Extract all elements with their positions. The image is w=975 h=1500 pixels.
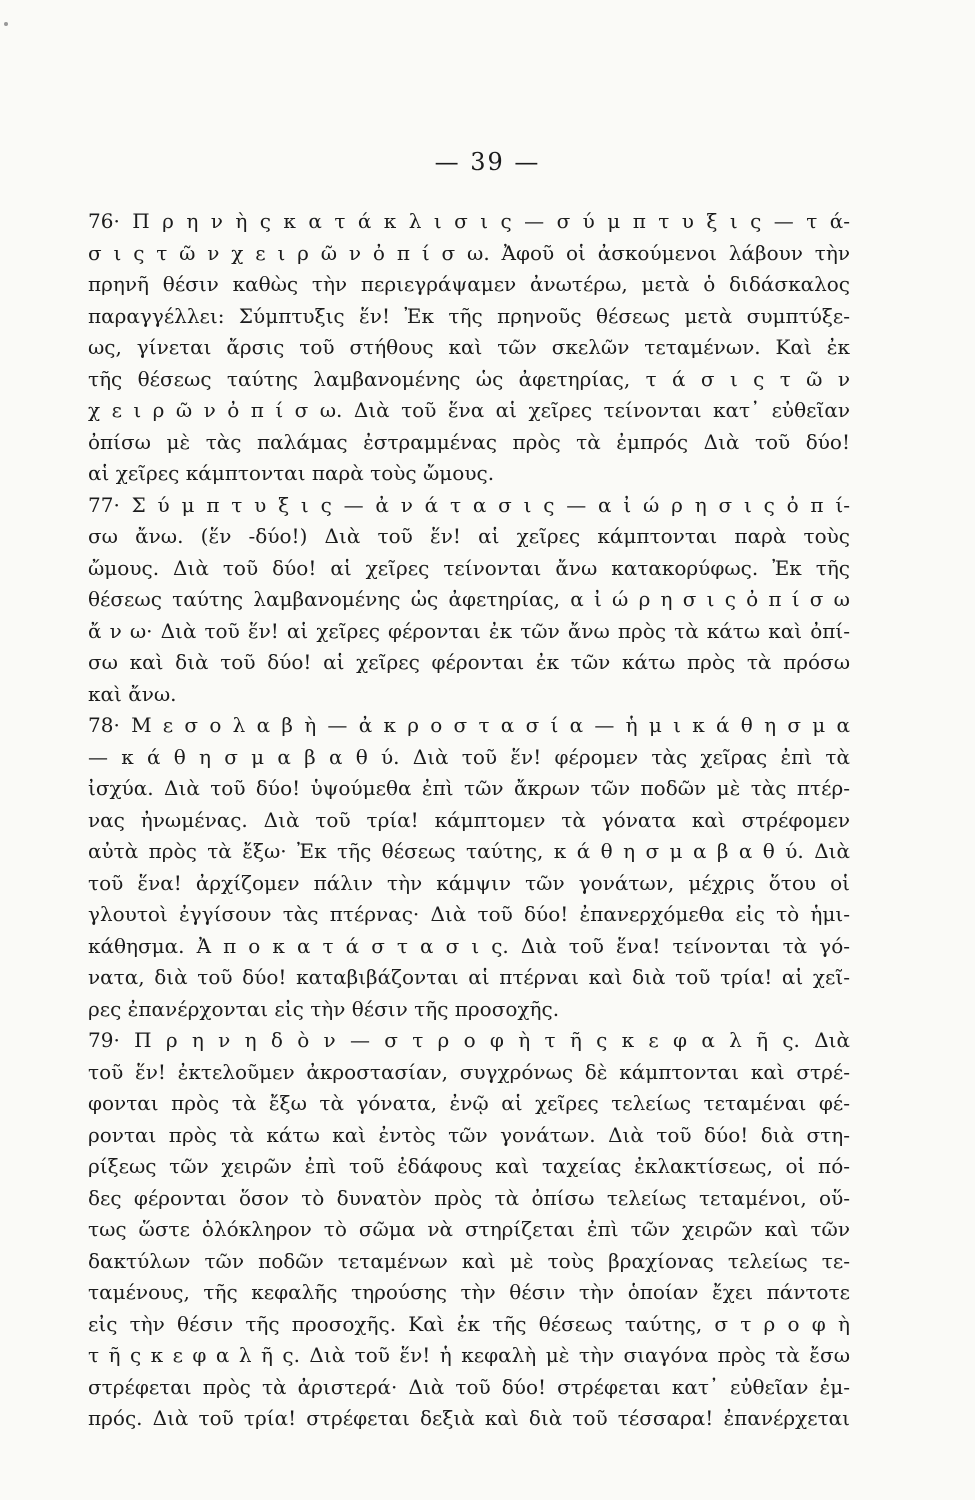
text-line: 79· Π ρ η ν η δ ὸ ν — σ τ ρ ο φ ὴ τ ῆ ς κ ε φ α λ ῆ ς. Διὰ: [88, 1028, 850, 1052]
text-line: ως, γίνεται ἄρσις τοῦ στήθους καὶ τῶν σκελῶν τεταμένων. Καὶ ἐκ: [88, 335, 850, 359]
text-line: νατα, διὰ τοῦ δύο! καταβιβάζονται αἱ πτέρναι καὶ διὰ τοῦ τρία! αἱ χεῖ-: [88, 965, 850, 989]
text-line: ρονται πρὸς τὰ κάτω καὶ ἐντὸς τῶν γονάτων. Διὰ τοῦ δύο! διὰ στη-: [88, 1122, 850, 1147]
text-line: χ ε ι ρ ῶ ν ὀ π ί σ ω. Διὰ τοῦ ἕνα αἱ χεῖρες τείνονται κατ᾽ εὐθεῖαν: [88, 398, 850, 422]
page-number: — 39 —: [434, 148, 541, 176]
text-line: 78· Μ ε σ ο λ α β ὴ — ἀ κ ρ ο σ τ α σ ί α — ἡ μ ι κ ά θ η σ μ α: [88, 713, 850, 737]
text-line: ἰσχύα. Διὰ τοῦ δύο! ὑψούμεθα ἐπὶ τῶν ἄκρων τῶν ποδῶν μὲ τὰς πτέρ-: [88, 776, 850, 800]
text-line: σω καὶ διὰ τοῦ δύο! αἱ χεῖρες φέρονται ἐκ τῶν κάτω πρὸς τὰ πρόσω: [88, 650, 850, 674]
text-line: τῆς θέσεως ταύτης λαμβανομένης ὡς ἀφετηρίας, τ ά σ ι ς τ ῶ ν: [88, 366, 850, 391]
text-line: ταμένους, τῆς κεφαλῆς τηρούσης τὴν θέσιν τὴν ὁποίαν ἔχει πάντοτε: [88, 1280, 850, 1304]
text-line: δες φέρονται ὅσον τὸ δυνατὸν πρὸς τὰ ὀπίσω τελείως τεταμένοι, οὕ-: [88, 1185, 850, 1210]
text-line: ὤμους. Διὰ τοῦ δύο! αἱ χεῖρες τείνονται ἄνω κατακορύφως. Ἐκ τῆς: [88, 555, 850, 580]
text-line: σω ἄνω. (ἕν -δύο!) Διὰ τοῦ ἕν! αἱ χεῖρες κάμπτονται παρὰ τοὺς: [88, 524, 850, 548]
text-line: πρός. Διὰ τοῦ τρία! στρέφεται δεξιὰ καὶ διὰ τοῦ τέσσαρα! ἐπανέρχεται: [88, 1406, 850, 1430]
text-line: πρηνῆ θέσιν καθὼς τὴν περιεγράψαμεν ἀνωτέρω, μετὰ ὁ διδάσκαλος: [88, 272, 850, 296]
text-line: γλουτοὶ ἐγγίσουν τὰς πτέρνας· Διὰ τοῦ δύο! ἐπανερχόμεθα εἰς τὸ ἡμι-: [88, 902, 850, 926]
text-line: κάθησμα. Ἀ π ο κ α τ ά σ τ α σ ι ς. Διὰ τοῦ ἕνα! τείνονται τὰ γό-: [88, 933, 850, 958]
text-line: τ ῆ ς κ ε φ α λ ῆ ς. Διὰ τοῦ ἕν! ἡ κεφαλὴ μὲ τὴν σιαγόνα πρὸς τὰ ἔσω: [88, 1343, 850, 1367]
text-line: φονται πρὸς τὰ ἔξω τὰ γόνατα, ἐνῷ αἱ χεῖρες τελείως τεταμέναι φέ-: [88, 1091, 850, 1115]
text-line: εἰς τὴν θέσιν τῆς προσοχῆς. Καὶ ἐκ τῆς θέσεως ταύτης, σ τ ρ ο φ ὴ: [88, 1311, 850, 1336]
text-line: ρες ἐπανέρχονται εἰς τὴν θέσιν τῆς προσοχῆς.: [88, 996, 560, 1021]
text-line: τοῦ ἕνα! ἀρχίζομεν πάλιν τὴν κάμψιν τῶν γονάτων, μέχρις ὅτου οἱ: [88, 870, 850, 895]
text-line: θέσεως ταύτης λαμβανομένης ὡς ἀφετηρίας, α ἰ ώ ρ η σ ι ς ὀ π ί σ ω: [88, 587, 850, 611]
text-line: ἄ ν ω· Διὰ τοῦ ἕν! αἱ χεῖρες φέρονται ἐκ τῶν ἄνω πρὸς τὰ κάτω καὶ ὀπί-: [88, 618, 850, 643]
text-line: καὶ ἄνω.: [88, 681, 177, 706]
text-line: 76· Π ρ η ν ὴ ς κ α τ ά κ λ ι σ ι ς — σ ύ μ π τ υ ξ ι ς — τ ά-: [88, 209, 850, 233]
text-line: ὀπίσω μὲ τὰς παλάμας ἐστραμμένας πρὸς τὰ ἐμπρός Διὰ τοῦ δύο!: [88, 429, 850, 454]
text-line: — κ ά θ η σ μ α β α θ ύ. Διὰ τοῦ ἕν! φέρομεν τὰς χεῖρας ἐπὶ τὰ: [88, 744, 850, 769]
text-line: ρίξεως τῶν χειρῶν ἐπὶ τοῦ ἐδάφους καὶ ταχείας ἐκλακτίσεως, οἱ πό-: [88, 1154, 850, 1178]
text-line: σ ι ς τ ῶ ν χ ε ι ρ ῶ ν ὀ π ί σ ω. Ἀφοῦ οἱ ἀσκούμενοι λάβουν τὴν: [88, 240, 850, 265]
text-line: αὐτὰ πρὸς τὰ ἔξω· Ἐκ τῆς θέσεως ταύτης, κ ά θ η σ μ α β α θ ύ. Διὰ: [88, 839, 850, 863]
body-text: [88, 206, 850, 1435]
text-line: τοῦ ἕν! ἐκτελοῦμεν ἀκροστασίαν, συγχρόνως δὲ κάμπτονται καὶ στρέ-: [88, 1059, 850, 1084]
text-line: παραγγέλλει: Σύμπτυξις ἕν! Ἐκ τῆς πρηνοῦς θέσεως μετὰ συμπτύξε-: [88, 303, 850, 328]
text-line: 77· Σ ύ μ π τ υ ξ ι ς — ἀ ν ά τ α σ ι ς — α ἰ ώ ρ η σ ι ς ὀ π ί-: [88, 492, 850, 517]
text-line: στρέφεται πρὸς τὰ ἀριστερά· Διὰ τοῦ δύο! στρέφεται κατ᾽ εὐθεῖαν ἐμ-: [88, 1374, 850, 1399]
text-line: δακτύλων τῶν ποδῶν τεταμένων καὶ μὲ τοὺς βραχίονας τελείως τε-: [88, 1248, 850, 1273]
paper-speck: [4, 22, 8, 26]
text-line: τως ὥστε ὁλόκληρον τὸ σῶμα νὰ στηρίζεται ἐπὶ τῶν χειρῶν καὶ τῶν: [88, 1217, 850, 1241]
text-line: αἱ χεῖρες κάμπτονται παρὰ τοὺς ὤμους.: [88, 461, 495, 485]
text-line: νας ἠνωμένας. Διὰ τοῦ τρία! κάμπτομεν τὰ γόνατα καὶ στρέφομεν: [88, 807, 850, 832]
